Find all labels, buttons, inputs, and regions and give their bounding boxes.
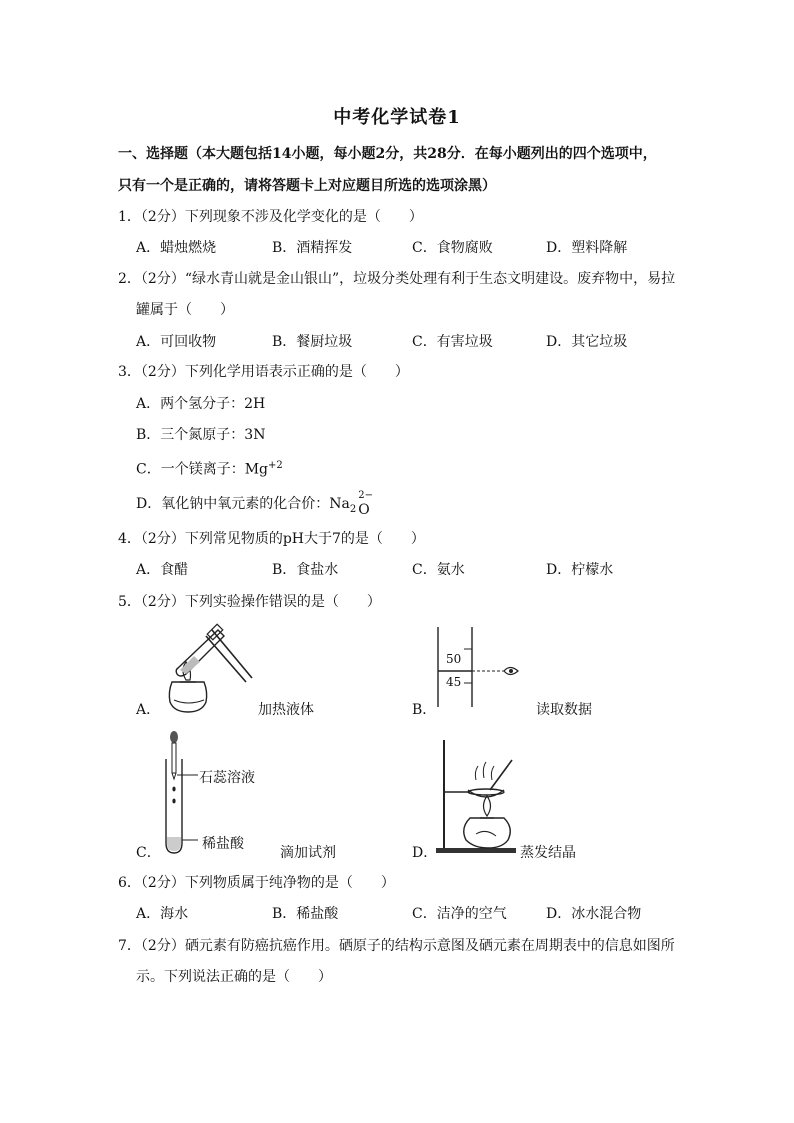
- question-3-stem: 3．（2分）下列化学用语表示正确的是（ ）: [118, 364, 409, 380]
- evaporating-dish: [468, 790, 504, 797]
- question-5-stem: 5．（2分）下列实验操作错误的是（ ）: [118, 594, 381, 610]
- q4-option-c: C．氨水: [412, 562, 465, 578]
- q2-option-b: B．餐厨垃圾: [272, 334, 353, 350]
- q5-figure-b-caption: 读取数据: [536, 702, 592, 718]
- question-4-stem: 4．（2分）下列常见物质的pH大于7的是（ ）: [118, 531, 425, 547]
- q1-option-b: B．酒精挥发: [272, 240, 353, 256]
- q5-figure-d-caption: 蒸发结晶: [520, 845, 576, 861]
- q4-option-b: B．食盐水: [272, 562, 339, 578]
- q1-option-d: D．塑料降解: [546, 240, 628, 256]
- question-2-stem-line2: 罐属于（ ）: [136, 302, 234, 318]
- figure-a-heating-liquid: [160, 622, 260, 717]
- litmus-label: 石蕊溶液: [199, 770, 255, 786]
- q6-option-a: A．海水: [136, 906, 189, 922]
- q3-option-d-valence: [356, 490, 373, 518]
- q3-option-c: [136, 456, 283, 480]
- alcohol-lamp: [169, 682, 206, 712]
- q6-option-b: B．稀盐酸: [272, 906, 339, 922]
- cylinder-tick-45-label: 45: [446, 675, 462, 689]
- figure-d-evaporation: [430, 740, 524, 858]
- q2-option-c: C．有害垃圾: [412, 334, 493, 350]
- dropper-tube: [172, 743, 176, 773]
- question-1-stem: 1．（2分）下列现象不涉及化学变化的是（ ）: [118, 209, 423, 225]
- flame: [484, 796, 491, 816]
- q1-option-c: C．食物腐败: [412, 240, 493, 256]
- question-7-stem-line2: 示。下列说法正确的是（ ）: [136, 969, 332, 985]
- q3-option-c-charge: +2: [268, 460, 283, 471]
- section-heading-line2: 只有一个是正确的，请将答题卡上对应题目所选的选项涂黑）: [118, 178, 496, 194]
- q3-option-c-text: C．一个镁离子：Mg: [136, 461, 269, 478]
- iron-stand-base: [436, 848, 516, 853]
- q5-figure-a-caption: 加热液体: [258, 702, 314, 718]
- q3-option-d: [136, 490, 373, 520]
- q5-figure-c-caption: 滴加试剂: [280, 845, 336, 861]
- q1-option-a: A．蜡烛燃烧: [136, 240, 217, 256]
- q5-figure-d-label: D．: [412, 845, 438, 861]
- glass-rod: [490, 760, 512, 790]
- q6-option-d: D．冰水混合物: [546, 906, 642, 922]
- figure-b-graduated-cylinder: [436, 627, 526, 709]
- q3-option-d-subscript: 2: [349, 503, 357, 515]
- section-heading-line1: 一、选择题（本大题包括14小题，每小题2分，共28分．在每小题列出的四个选项中，: [118, 146, 657, 162]
- question-6-stem: 6．（2分）下列物质属于纯净物的是（ ）: [118, 875, 395, 891]
- alcohol-lamp: [464, 818, 511, 848]
- q3-option-a: A．两个氢分子：2H: [136, 396, 266, 412]
- page-title: 中考化学试卷1: [333, 107, 461, 128]
- figure-c-test-tube-dropper: [160, 729, 204, 859]
- q5-figure-b-label: B．: [412, 702, 437, 718]
- q2-option-d: D．其它垃圾: [546, 334, 628, 350]
- q3-option-d-valence-mark: 2−: [358, 490, 373, 501]
- q5-figure-c-label: C．: [136, 845, 161, 861]
- q6-option-c: C．洁净的空气: [412, 906, 507, 922]
- question-7-stem-line1: 7．（2分）硒元素有防癌抗癌作用。硒原子的结构示意图及硒元素在周期表中的信息如图所: [118, 938, 675, 954]
- q3-option-d-element: O: [358, 502, 370, 518]
- q4-option-d: D．柠檬水: [546, 562, 614, 578]
- dropper-bulb: [170, 731, 178, 743]
- q3-option-d-text: D．氧化钠中氧元素的化合价：Na: [136, 496, 350, 512]
- q2-option-a: A．可回收物: [136, 334, 217, 350]
- q4-option-a: A．食醋: [136, 562, 189, 578]
- cylinder-tick-50-label: 50: [446, 652, 462, 666]
- q5-figure-a-label: A．: [136, 702, 161, 718]
- q3-option-b: B．三个氮原子：3N: [136, 427, 266, 443]
- hydrochloric-acid-label: 稀盐酸: [202, 836, 244, 852]
- question-2-stem-line1: 2．（2分）“绿水青山就是金山银山”，垃圾分类处理有利于生态文明建设。废弃物中，易拉: [118, 271, 676, 287]
